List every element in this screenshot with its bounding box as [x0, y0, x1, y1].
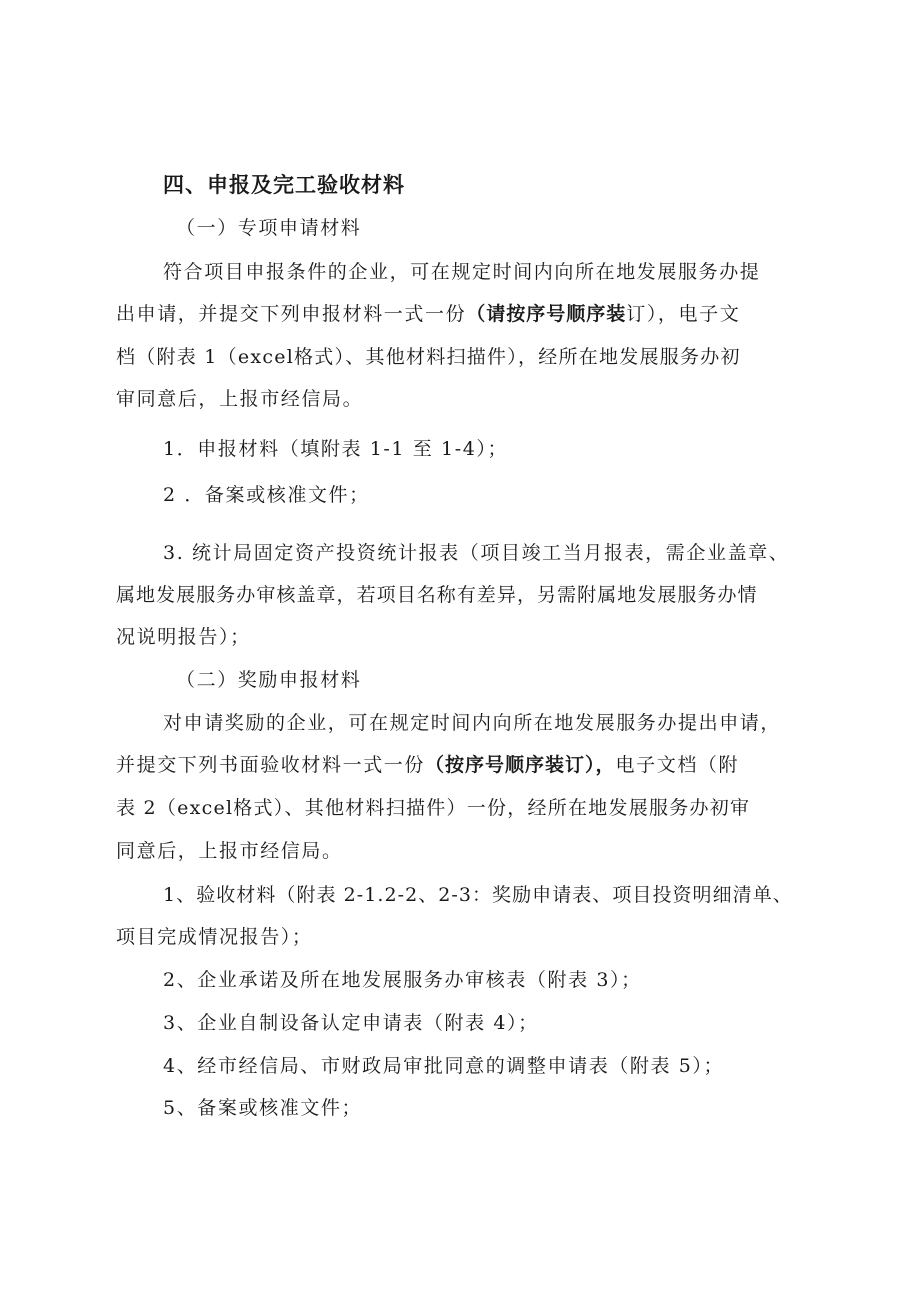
part2-item-2: 2、企业承诺及所在地发展服务办审核表（附表 3）； — [163, 969, 642, 991]
part2-item-4: 4、经市经信局、市财政局审批同意的调整申请表（附表 5）； — [163, 1055, 725, 1077]
part2-para-line2-tail: 电子文档（附 — [615, 754, 740, 776]
part2-para-line1: 对申请奖励的企业，可在规定时间内向所在地发展服务办提出申请， — [163, 712, 782, 734]
part2-para-emphasis: （按序号顺序装订）， — [425, 754, 616, 776]
part2-title: （二）奖励申报材料 — [176, 669, 362, 691]
part2-para-line2 — [116, 752, 739, 778]
part1-item-1: 1．申报材料（填附表 1-1 至 1-4）； — [163, 438, 509, 460]
part1-para-emphasis: （请按序号顺序装 — [466, 303, 627, 325]
part2-para-line3: 表 2（excel格式）、其他材料扫描件）一份，经所在地发展服务办初审 — [116, 797, 751, 819]
part1-para-line4: 审同意后，上报市经信局。 — [116, 388, 364, 410]
part2-item-5: 5、备案或核准文件； — [163, 1097, 363, 1119]
part1-para-line3: 档（附表 1（excel格式）、其他材料扫描件），经所在地发展服务办初 — [116, 346, 741, 368]
part1-title: （一）专项申请材料 — [176, 217, 362, 239]
part1-para-line2-tail: 订），电子文 — [626, 303, 741, 325]
section-heading: 四、申报及完工验收材料 — [163, 173, 405, 197]
part2-item-1-line1: 1、验收材料（附表 2-1.2-2、2-3：奖励申请表、项目投资明细清单、 — [163, 884, 793, 906]
part1-para-line2 — [116, 301, 740, 327]
part1-para-line2-text: 出申请，并提交下列申报材料一式一份 — [116, 303, 467, 325]
part1-item-2: 2 ．备案或核准文件； — [163, 484, 370, 506]
part2-item-3: 3、企业自制设备认定申请表（附表 4）； — [163, 1012, 539, 1034]
part1-item-3-line3: 况说明报告）； — [116, 626, 251, 648]
part2-para-line2-text: 并提交下列书面验收材料一式一份 — [116, 754, 426, 776]
part1-item-3-line1: 3. 统计局固定资产投资统计报表（项目竣工当月报表，需企业盖章、 — [163, 542, 790, 564]
part2-para-line4: 同意后，上报市经信局。 — [116, 840, 343, 862]
part1-item-3-line2: 属地发展服务办审核盖章，若项目名称有差异，另需附属地发展服务办情 — [116, 584, 758, 606]
part1-para-line1: 符合项目申报条件的企业，可在规定时间内向所在地发展服务办提 — [163, 261, 761, 283]
part2-item-1-line2: 项目完成情况报告）； — [116, 926, 313, 948]
